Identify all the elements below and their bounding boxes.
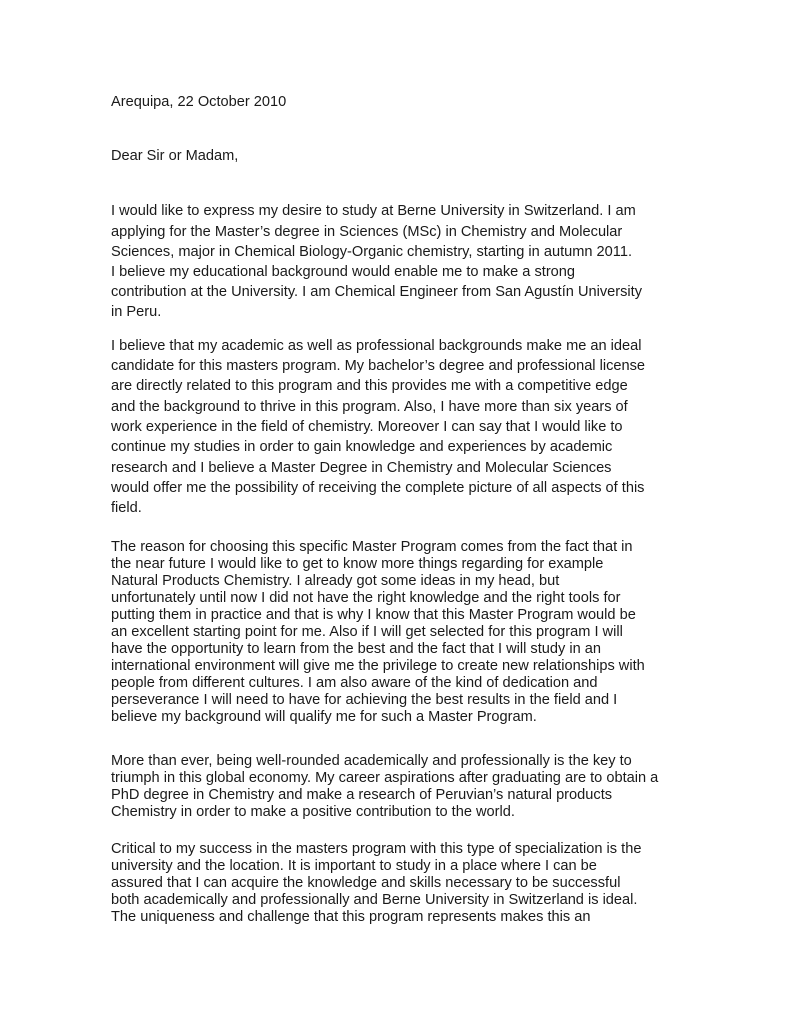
paragraph-4-line-4: Chemistry in order to make a positive contribution to the world. <box>111 804 515 820</box>
letter-date: Arequipa, 22 October 2010 <box>111 94 287 110</box>
paragraph-3-line-11: believe my background will qualify me for such a Master Program. <box>111 709 537 725</box>
paragraph-2-line-6: continue my studies in order to gain knowledge and experiences by academic <box>111 439 613 455</box>
paragraph-3-line-1: The reason for choosing this specific Master Program comes from the fact that in <box>111 539 633 555</box>
paragraph-2-line-4: and the background to thrive in this program. Also, I have more than six years of <box>111 399 628 415</box>
paragraph-4-line-3: PhD degree in Chemistry and make a research of Peruvian’s natural products <box>111 787 613 803</box>
paragraph-3-line-6: an excellent starting point for me. Also if I will get selected for this program I will <box>111 624 623 640</box>
paragraph-3-line-4: unfortunately until now I did not have the right knowledge and the right tools for <box>111 590 621 606</box>
paragraph-2-line-9: field. <box>111 500 142 516</box>
paragraph-3-line-9: people from different cultures. I am also aware of the kind of dedication and <box>111 675 598 691</box>
paragraph-1-line-1: I would like to express my desire to study at Berne University in Switzerland. I am <box>111 203 636 219</box>
paragraph-3-line-8: international environment will give me the privilege to create new relationships with <box>111 658 645 674</box>
paragraph-5-line-4: both academically and professionally and Berne University in Switzerland is ideal. <box>111 892 638 908</box>
paragraph-5-line-2: university and the location. It is important to study in a place where I can be <box>111 858 597 874</box>
paragraph-3-line-5: putting them in practice and that is why I know that this Master Program would be <box>111 607 636 623</box>
paragraph-2-line-7: research and I believe a Master Degree in Chemistry and Molecular Sciences <box>111 460 612 476</box>
paragraph-3-line-10: perseverance I will need to have for achieving the best results in the field and I <box>111 692 618 708</box>
paragraph-1-line-3: Sciences, major in Chemical Biology-Organic chemistry, starting in autumn 2011. <box>111 244 632 260</box>
paragraph-2-line-1: I believe that my academic as well as professional backgrounds make me an ideal <box>111 338 642 354</box>
paragraph-3-line-2: the near future I would like to get to know more things regarding for example <box>111 556 604 572</box>
paragraph-2-line-3: are directly related to this program and this provides me with a competitive edge <box>111 378 628 394</box>
paragraph-1-line-4: I believe my educational background would enable me to make a strong <box>111 264 576 280</box>
paragraph-2-line-8: would offer me the possibility of receiving the complete picture of all aspects of this <box>111 480 645 496</box>
paragraph-5-line-1: Critical to my success in the masters program with this type of specialization is the <box>111 841 642 857</box>
paragraph-4-line-1: More than ever, being well-rounded academically and professionally is the key to <box>111 753 632 769</box>
letter-salutation: Dear Sir or Madam, <box>111 148 239 164</box>
paragraph-5-line-3: assured that I can acquire the knowledge and skills necessary to be successful <box>111 875 621 891</box>
paragraph-3-line-7: have the opportunity to learn from the best and the fact that I will study in an <box>111 641 601 657</box>
paragraph-3-line-3: Natural Products Chemistry. I already got some ideas in my head, but <box>111 573 560 589</box>
paragraph-4-line-2: triumph in this global economy. My career aspirations after graduating are to obtain a <box>111 770 659 786</box>
paragraph-1-line-5: contribution at the University. I am Chemical Engineer from San Agustín University <box>111 284 643 300</box>
paragraph-5-line-5: The uniqueness and challenge that this program represents makes this an <box>111 909 591 925</box>
paragraph-1-line-2: applying for the Master’s degree in Sciences (MSc) in Chemistry and Molecular <box>111 224 623 240</box>
paragraph-2-line-5: work experience in the field of chemistry. Moreover I can say that I would like to <box>111 419 623 435</box>
paragraph-2-line-2: candidate for this masters program. My bachelor’s degree and professional license <box>111 358 646 374</box>
paragraph-1-line-6: in Peru. <box>111 304 162 320</box>
